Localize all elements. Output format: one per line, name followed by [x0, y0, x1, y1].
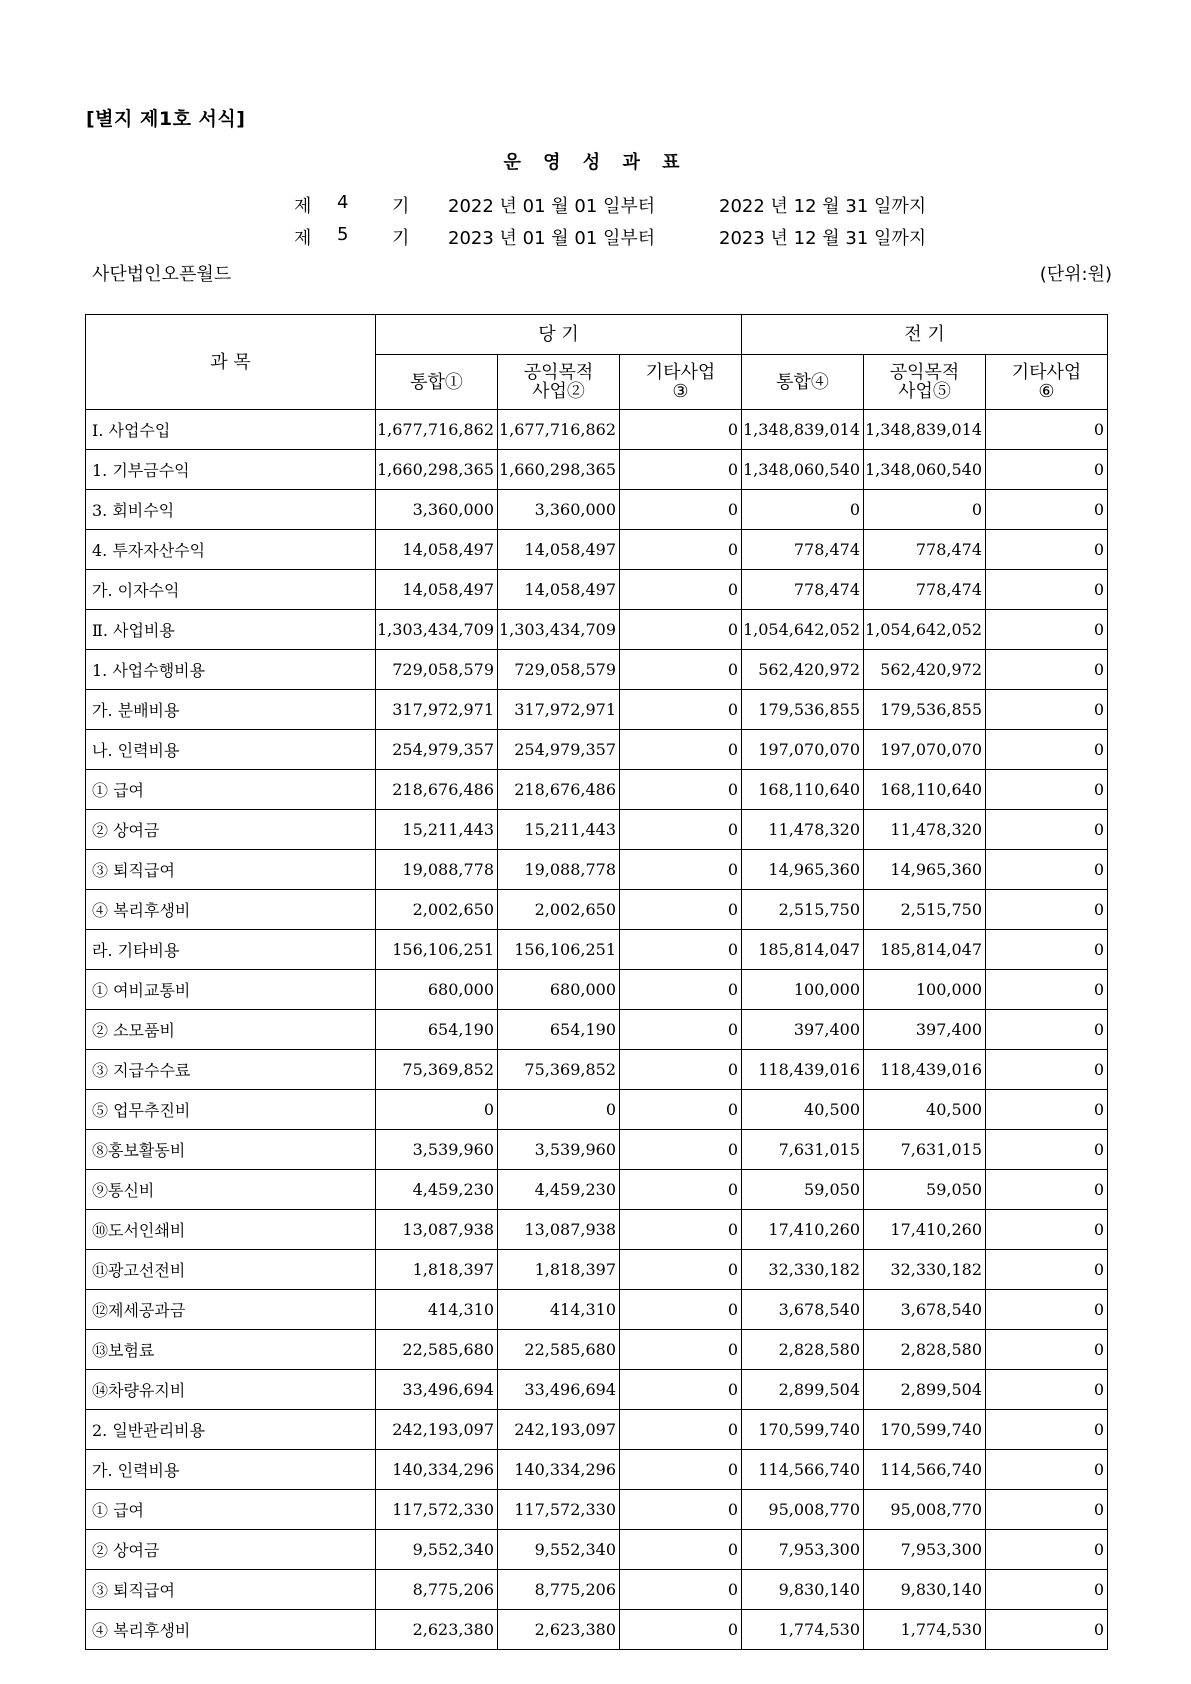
row-value-cell: 0 — [620, 570, 742, 610]
row-value-cell: 8,775,206 — [376, 1570, 498, 1610]
row-value-cell: 0 — [986, 650, 1108, 690]
row-value-cell: 0 — [986, 1010, 1108, 1050]
row-value-cell: 100,000 — [742, 970, 864, 1010]
row-value-cell: 0 — [620, 1130, 742, 1170]
row-value-cell: 0 — [986, 1130, 1108, 1170]
row-value-cell: 75,369,852 — [376, 1050, 498, 1090]
row-value-cell: 179,536,855 — [742, 690, 864, 730]
row-value-cell: 11,478,320 — [864, 810, 986, 850]
table-row — [86, 770, 1108, 810]
table-row — [86, 450, 1108, 490]
row-value-cell: 0 — [620, 1570, 742, 1610]
row-value-cell: 2,623,380 — [376, 1610, 498, 1650]
row-item-label: Ⅰ. 사업수입 — [86, 410, 376, 450]
row-value-cell: 14,058,497 — [376, 570, 498, 610]
row-value-cell: 1,774,530 — [742, 1610, 864, 1650]
row-value-cell: 0 — [986, 530, 1108, 570]
row-item-label: ⑪광고선전비 — [86, 1250, 376, 1290]
row-value-cell: 0 — [986, 1210, 1108, 1250]
row-value-cell: 118,439,016 — [864, 1050, 986, 1090]
row-value-cell: 778,474 — [864, 570, 986, 610]
table-row — [86, 530, 1108, 570]
row-value-cell: 0 — [986, 930, 1108, 970]
row-value-cell: 11,478,320 — [742, 810, 864, 850]
row-value-cell: 13,087,938 — [498, 1210, 620, 1250]
row-value-cell: 185,814,047 — [864, 930, 986, 970]
row-item-label: ⑤ 업무추진비 — [86, 1090, 376, 1130]
row-value-cell: 242,193,097 — [376, 1410, 498, 1450]
period-je: 제 — [294, 196, 312, 217]
row-value-cell: 317,972,971 — [376, 690, 498, 730]
organization-name: 사단법인오픈월드 — [92, 264, 232, 285]
row-value-cell: 0 — [986, 810, 1108, 850]
row-value-cell: 0 — [986, 610, 1108, 650]
row-value-cell: 7,631,015 — [864, 1130, 986, 1170]
row-value-cell: 0 — [620, 1490, 742, 1530]
period-gi: 기 — [392, 196, 410, 217]
row-value-cell: 0 — [864, 490, 986, 530]
table-row — [86, 1490, 1108, 1530]
row-item-label: 1. 사업수행비용 — [86, 650, 376, 690]
row-value-cell: 179,536,855 — [864, 690, 986, 730]
row-value-cell: 3,360,000 — [498, 490, 620, 530]
row-value-cell: 4,459,230 — [376, 1170, 498, 1210]
header-previous-period: 전 기 — [742, 315, 1108, 355]
row-item-label: ⑨통신비 — [86, 1170, 376, 1210]
row-value-cell: 14,058,497 — [376, 530, 498, 570]
form-label: [별지 제1호 서식] — [86, 108, 246, 130]
row-value-cell: 3,360,000 — [376, 490, 498, 530]
row-value-cell: 95,008,770 — [864, 1490, 986, 1530]
row-value-cell: 1,348,060,540 — [742, 450, 864, 490]
row-value-cell: 562,420,972 — [864, 650, 986, 690]
row-value-cell: 0 — [986, 490, 1108, 530]
row-value-cell: 114,566,740 — [864, 1450, 986, 1490]
row-value-cell: 0 — [620, 1370, 742, 1410]
row-value-cell: 218,676,486 — [376, 770, 498, 810]
row-value-cell: 1,054,642,052 — [742, 610, 864, 650]
row-value-cell: 9,830,140 — [742, 1570, 864, 1610]
row-value-cell: 156,106,251 — [376, 930, 498, 970]
row-value-cell: 9,830,140 — [864, 1570, 986, 1610]
table-row — [86, 890, 1108, 930]
row-value-cell: 156,106,251 — [498, 930, 620, 970]
row-item-label: ① 급여 — [86, 770, 376, 810]
row-value-cell: 0 — [986, 1090, 1108, 1130]
row-item-label: ④ 복리후생비 — [86, 890, 376, 930]
row-item-label: 2. 일반관리비용 — [86, 1410, 376, 1450]
row-value-cell: 170,599,740 — [864, 1410, 986, 1450]
table-row — [86, 1370, 1108, 1410]
table-row — [86, 410, 1108, 450]
row-value-cell: 9,552,340 — [376, 1530, 498, 1570]
row-value-cell: 7,631,015 — [742, 1130, 864, 1170]
row-value-cell: 1,677,716,862 — [376, 410, 498, 450]
row-value-cell: 0 — [986, 970, 1108, 1010]
row-value-cell: 3,539,960 — [376, 1130, 498, 1170]
row-item-label: ③ 퇴직급여 — [86, 1570, 376, 1610]
row-value-cell: 0 — [620, 450, 742, 490]
table-row — [86, 610, 1108, 650]
row-value-cell: 254,979,357 — [498, 730, 620, 770]
row-value-cell: 1,054,642,052 — [864, 610, 986, 650]
table-row — [86, 1450, 1108, 1490]
row-value-cell: 0 — [376, 1090, 498, 1130]
row-value-cell: 242,193,097 — [498, 1410, 620, 1450]
row-value-cell: 317,972,971 — [498, 690, 620, 730]
row-value-cell: 1,303,434,709 — [376, 610, 498, 650]
operating-results-table — [85, 314, 1108, 1650]
row-value-cell: 0 — [620, 530, 742, 570]
row-value-cell: 0 — [620, 1250, 742, 1290]
row-value-cell: 0 — [986, 730, 1108, 770]
row-item-label: 나. 인력비용 — [86, 730, 376, 770]
table-row — [86, 1330, 1108, 1370]
row-value-cell: 0 — [986, 1370, 1108, 1410]
period-start: 2023 년 01 월 01 일부터 — [448, 228, 656, 249]
row-value-cell: 114,566,740 — [742, 1450, 864, 1490]
row-value-cell: 7,953,300 — [864, 1530, 986, 1570]
row-value-cell: 2,515,750 — [864, 890, 986, 930]
period-start: 2022 년 01 월 01 일부터 — [448, 196, 656, 217]
row-value-cell: 1,660,298,365 — [498, 450, 620, 490]
row-value-cell: 0 — [986, 1610, 1108, 1650]
row-item-label: ① 급여 — [86, 1490, 376, 1530]
row-value-cell: 168,110,640 — [864, 770, 986, 810]
row-value-cell: 0 — [620, 1450, 742, 1490]
row-value-cell: 0 — [986, 1530, 1108, 1570]
table-row — [86, 1530, 1108, 1570]
row-value-cell: 1,348,060,540 — [864, 450, 986, 490]
header-current-period: 당 기 — [376, 315, 742, 355]
header-previous-public-interest: 공익목적 사업⑤ — [864, 355, 986, 410]
row-value-cell: 14,058,497 — [498, 530, 620, 570]
table-row — [86, 810, 1108, 850]
row-value-cell: 185,814,047 — [742, 930, 864, 970]
row-value-cell: 218,676,486 — [498, 770, 620, 810]
header-current-total: 통합① — [376, 355, 498, 410]
row-value-cell: 0 — [986, 890, 1108, 930]
table-row — [86, 490, 1108, 530]
row-value-cell: 0 — [986, 690, 1108, 730]
row-value-cell: 117,572,330 — [376, 1490, 498, 1530]
row-value-cell: 0 — [620, 1530, 742, 1570]
row-value-cell: 1,348,839,014 — [864, 410, 986, 450]
row-value-cell: 0 — [620, 890, 742, 930]
row-value-cell: 0 — [986, 770, 1108, 810]
row-value-cell: 9,552,340 — [498, 1530, 620, 1570]
row-value-cell: 0 — [986, 850, 1108, 890]
table-row — [86, 1410, 1108, 1450]
row-value-cell: 0 — [986, 1450, 1108, 1490]
row-value-cell: 95,008,770 — [742, 1490, 864, 1530]
header-previous-other-business: 기타사업 ⑥ — [986, 355, 1108, 410]
period-je: 제 — [294, 228, 312, 249]
row-value-cell: 2,002,650 — [498, 890, 620, 930]
row-value-cell: 0 — [620, 650, 742, 690]
row-value-cell: 0 — [620, 490, 742, 530]
row-value-cell: 0 — [986, 1050, 1108, 1090]
row-value-cell: 0 — [620, 1410, 742, 1450]
document-title: 운 영 성 과 표 — [503, 152, 688, 173]
row-value-cell: 2,899,504 — [742, 1370, 864, 1410]
row-value-cell: 1,677,716,862 — [498, 410, 620, 450]
row-value-cell: 0 — [498, 1090, 620, 1130]
table-row — [86, 1090, 1108, 1130]
row-value-cell: 197,070,070 — [864, 730, 986, 770]
row-value-cell: 0 — [620, 930, 742, 970]
row-value-cell: 118,439,016 — [742, 1050, 864, 1090]
row-value-cell: 7,953,300 — [742, 1530, 864, 1570]
row-value-cell: 654,190 — [498, 1010, 620, 1050]
table-row — [86, 930, 1108, 970]
row-value-cell: 414,310 — [498, 1290, 620, 1330]
row-value-cell: 0 — [620, 730, 742, 770]
row-value-cell: 0 — [986, 570, 1108, 610]
row-value-cell: 15,211,443 — [376, 810, 498, 850]
row-value-cell: 170,599,740 — [742, 1410, 864, 1450]
row-item-label: ⑧홍보활동비 — [86, 1130, 376, 1170]
row-value-cell: 680,000 — [498, 970, 620, 1010]
row-value-cell: 14,058,497 — [498, 570, 620, 610]
table-row — [86, 1170, 1108, 1210]
row-value-cell: 0 — [986, 1410, 1108, 1450]
row-item-label: ③ 지급수수료 — [86, 1050, 376, 1090]
table-row — [86, 1210, 1108, 1250]
row-item-label: ⑩도서인쇄비 — [86, 1210, 376, 1250]
row-value-cell: 778,474 — [864, 530, 986, 570]
row-value-cell: 0 — [620, 690, 742, 730]
row-value-cell: 0 — [620, 1610, 742, 1650]
row-value-cell: 17,410,260 — [864, 1210, 986, 1250]
row-value-cell: 1,660,298,365 — [376, 450, 498, 490]
table-row — [86, 1290, 1108, 1330]
row-value-cell: 0 — [620, 770, 742, 810]
table-row — [86, 570, 1108, 610]
row-value-cell: 1,818,397 — [498, 1250, 620, 1290]
row-value-cell: 0 — [620, 1210, 742, 1250]
period-number: 5 — [337, 224, 349, 245]
row-item-label: ② 소모품비 — [86, 1010, 376, 1050]
row-value-cell: 140,334,296 — [376, 1450, 498, 1490]
table-row — [86, 1570, 1108, 1610]
unit-label: (단위:원) — [1039, 264, 1112, 285]
table-row — [86, 730, 1108, 770]
row-item-label: 가. 분배비용 — [86, 690, 376, 730]
row-value-cell: 100,000 — [864, 970, 986, 1010]
row-value-cell: 168,110,640 — [742, 770, 864, 810]
row-value-cell: 1,818,397 — [376, 1250, 498, 1290]
row-item-label: ⑬보험료 — [86, 1330, 376, 1370]
header-current-other-business: 기타사업 ③ — [620, 355, 742, 410]
row-value-cell: 0 — [620, 410, 742, 450]
row-value-cell: 0 — [986, 1170, 1108, 1210]
row-value-cell: 13,087,938 — [376, 1210, 498, 1250]
row-value-cell: 4,459,230 — [498, 1170, 620, 1210]
row-value-cell: 2,828,580 — [742, 1330, 864, 1370]
table-row — [86, 1010, 1108, 1050]
row-value-cell: 40,500 — [864, 1090, 986, 1130]
table-row — [86, 1610, 1108, 1650]
table-row — [86, 1050, 1108, 1090]
row-value-cell: 0 — [620, 1170, 742, 1210]
row-value-cell: 17,410,260 — [742, 1210, 864, 1250]
row-value-cell: 0 — [986, 1250, 1108, 1290]
row-item-label: ② 상여금 — [86, 1530, 376, 1570]
row-value-cell: 0 — [620, 610, 742, 650]
row-value-cell: 2,828,580 — [864, 1330, 986, 1370]
row-value-cell: 1,774,530 — [864, 1610, 986, 1650]
row-value-cell: 33,496,694 — [376, 1370, 498, 1410]
table-row — [86, 1130, 1108, 1170]
header-current-public-interest: 공익목적 사업② — [498, 355, 620, 410]
row-item-label: ① 여비교통비 — [86, 970, 376, 1010]
row-item-label: 4. 투자자산수익 — [86, 530, 376, 570]
row-value-cell: 3,539,960 — [498, 1130, 620, 1170]
row-value-cell: 22,585,680 — [498, 1330, 620, 1370]
row-value-cell: 32,330,182 — [864, 1250, 986, 1290]
row-item-label: ④ 복리후생비 — [86, 1610, 376, 1650]
row-value-cell: 654,190 — [376, 1010, 498, 1050]
row-value-cell: 0 — [742, 490, 864, 530]
table-row — [86, 1250, 1108, 1290]
row-value-cell: 8,775,206 — [498, 1570, 620, 1610]
row-value-cell: 33,496,694 — [498, 1370, 620, 1410]
period-end: 2022 년 12 월 31 일까지 — [719, 196, 927, 217]
table-row — [86, 690, 1108, 730]
row-value-cell: 14,965,360 — [864, 850, 986, 890]
period-row-4 — [0, 192, 1191, 218]
row-item-label: 가. 인력비용 — [86, 1450, 376, 1490]
row-value-cell: 0 — [620, 1010, 742, 1050]
row-item-label: 라. 기타비용 — [86, 930, 376, 970]
row-value-cell: 75,369,852 — [498, 1050, 620, 1090]
row-value-cell: 778,474 — [742, 530, 864, 570]
row-item-label: ⑭차량유지비 — [86, 1370, 376, 1410]
row-value-cell: 778,474 — [742, 570, 864, 610]
period-number: 4 — [337, 192, 349, 213]
row-item-label: ③ 퇴직급여 — [86, 850, 376, 890]
row-value-cell: 2,899,504 — [864, 1370, 986, 1410]
row-value-cell: 59,050 — [864, 1170, 986, 1210]
row-value-cell: 0 — [620, 810, 742, 850]
row-value-cell: 0 — [620, 970, 742, 1010]
row-value-cell: 729,058,579 — [376, 650, 498, 690]
row-value-cell: 140,334,296 — [498, 1450, 620, 1490]
row-value-cell: 397,400 — [864, 1010, 986, 1050]
row-value-cell: 117,572,330 — [498, 1490, 620, 1530]
row-value-cell: 3,678,540 — [864, 1290, 986, 1330]
row-value-cell: 2,515,750 — [742, 890, 864, 930]
header-item: 과 목 — [86, 315, 376, 410]
row-value-cell: 19,088,778 — [498, 850, 620, 890]
row-value-cell: 15,211,443 — [498, 810, 620, 850]
row-value-cell: 0 — [620, 1090, 742, 1130]
row-item-label: ⑫제세공과금 — [86, 1290, 376, 1330]
row-value-cell: 14,965,360 — [742, 850, 864, 890]
row-value-cell: 197,070,070 — [742, 730, 864, 770]
row-item-label: 1. 기부금수익 — [86, 450, 376, 490]
row-value-cell: 59,050 — [742, 1170, 864, 1210]
table-row — [86, 850, 1108, 890]
period-gi: 기 — [392, 228, 410, 249]
row-value-cell: 0 — [620, 850, 742, 890]
row-value-cell: 0 — [986, 450, 1108, 490]
row-item-label: Ⅱ. 사업비용 — [86, 610, 376, 650]
row-value-cell: 414,310 — [376, 1290, 498, 1330]
row-value-cell: 0 — [986, 1330, 1108, 1370]
row-value-cell: 0 — [986, 410, 1108, 450]
row-value-cell: 19,088,778 — [376, 850, 498, 890]
row-item-label: 3. 회비수익 — [86, 490, 376, 530]
row-value-cell: 40,500 — [742, 1090, 864, 1130]
row-value-cell: 0 — [620, 1330, 742, 1370]
period-end: 2023 년 12 월 31 일까지 — [719, 228, 927, 249]
row-value-cell: 1,303,434,709 — [498, 610, 620, 650]
table-row — [86, 970, 1108, 1010]
row-value-cell: 562,420,972 — [742, 650, 864, 690]
row-value-cell: 2,623,380 — [498, 1610, 620, 1650]
row-value-cell: 22,585,680 — [376, 1330, 498, 1370]
row-value-cell: 0 — [986, 1290, 1108, 1330]
row-value-cell: 254,979,357 — [376, 730, 498, 770]
row-value-cell: 0 — [986, 1490, 1108, 1530]
row-value-cell: 3,678,540 — [742, 1290, 864, 1330]
row-item-label: ② 상여금 — [86, 810, 376, 850]
row-item-label: 가. 이자수익 — [86, 570, 376, 610]
row-value-cell: 729,058,579 — [498, 650, 620, 690]
period-row-5 — [0, 224, 1191, 250]
row-value-cell: 0 — [620, 1050, 742, 1090]
header-previous-total: 통합④ — [742, 355, 864, 410]
row-value-cell: 680,000 — [376, 970, 498, 1010]
row-value-cell: 1,348,839,014 — [742, 410, 864, 450]
table-row — [86, 650, 1108, 690]
row-value-cell: 397,400 — [742, 1010, 864, 1050]
row-value-cell: 0 — [620, 1290, 742, 1330]
row-value-cell: 0 — [986, 1570, 1108, 1610]
row-value-cell: 2,002,650 — [376, 890, 498, 930]
row-value-cell: 32,330,182 — [742, 1250, 864, 1290]
